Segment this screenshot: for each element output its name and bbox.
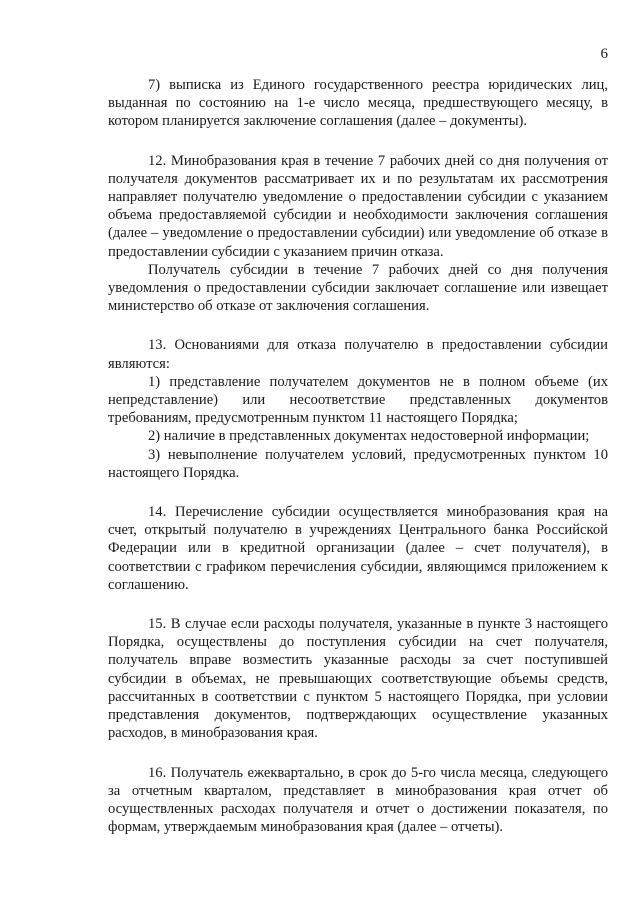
paragraph-clause-12: 12. Минобразования края в течение 7 рабочих дней со дня получения от получателя документов рассматривает их и по результатам их рассмотрения направляет получателю уведомление о предоставлении субсидии с указанием объема предоставляемой субсидии и необходимости заключения соглашения (далее – уведомление о предоставлении субсидии) или уведомление об отказе в предоставлении субсидии с указанием причин отказа. xyxy=(108,152,608,260)
paragraph-clause-13-item-1: 1) представление получателем документов не в полном объеме (их непредставление) или несоответствие представленных документов требованиям, предусмотренным пунктом 11 настоящего Порядка; xyxy=(108,373,608,427)
paragraph-clause-13-item-2: 2) наличие в представленных документах недостоверной информации; xyxy=(148,428,590,445)
document-body xyxy=(108,76,608,836)
paragraph-clause-15: 15. В случае если расходы получателя, указанные в пункте 3 настоящего Порядка, осуществлены до поступления субсидии на счет получателя, получатель вправе возместить указанные расходы за счет поступившей субсидии в объемах, не превышающих соответствующие объемы средств, рассчитанных в соответствии с пунктом 5 настоящего Порядка, при условии представления документов, подтверждающих осуществление указанных расходов, в минобразования края. xyxy=(108,616,608,742)
paragraph-clause-16: 16. Получатель ежеквартально, в срок до 5-го числа месяца, следующего за отчетным кварталом, представляет в минобразования края отчет об осуществленных расходах получателя и отчет о достижении показателя, по формам, утверждаемым минобразования края (далее – отчеты). xyxy=(108,764,608,836)
paragraph-item-7: 7) выписка из Единого государственного реестра юридических лиц, выданная по состоянию на 1-е число месяца, предшествующего месяцу, в котором планируется заключение соглашения (далее – документы). xyxy=(108,77,608,130)
page-number: 6 xyxy=(600,46,608,62)
paragraph-clause-13: 13. Основаниями для отказа получателю в предоставлении субсидии являются: xyxy=(108,337,608,372)
paragraph-clause-13-item-3: 3) невыполнение получателем условий, предусмотренных пунктом 10 настоящего Порядка. xyxy=(108,446,608,481)
paragraph-clause-14: 14. Перечисление субсидии осуществляется минобразования края на счет, открытый получателю в учреждениях Центрального банка Российской Федерации или в кредитной организации (далее – счет получателя), в соответствии с графиком перечисления субсидии, являющимся приложением к соглашению. xyxy=(108,504,608,593)
paragraph-clause-12-continued: Получатель субсидии в течение 7 рабочих дней со дня получения уведомления о предоставлении субсидии заключает соглашение или извещает министерство об отказе от заключения соглашения. xyxy=(108,261,608,315)
